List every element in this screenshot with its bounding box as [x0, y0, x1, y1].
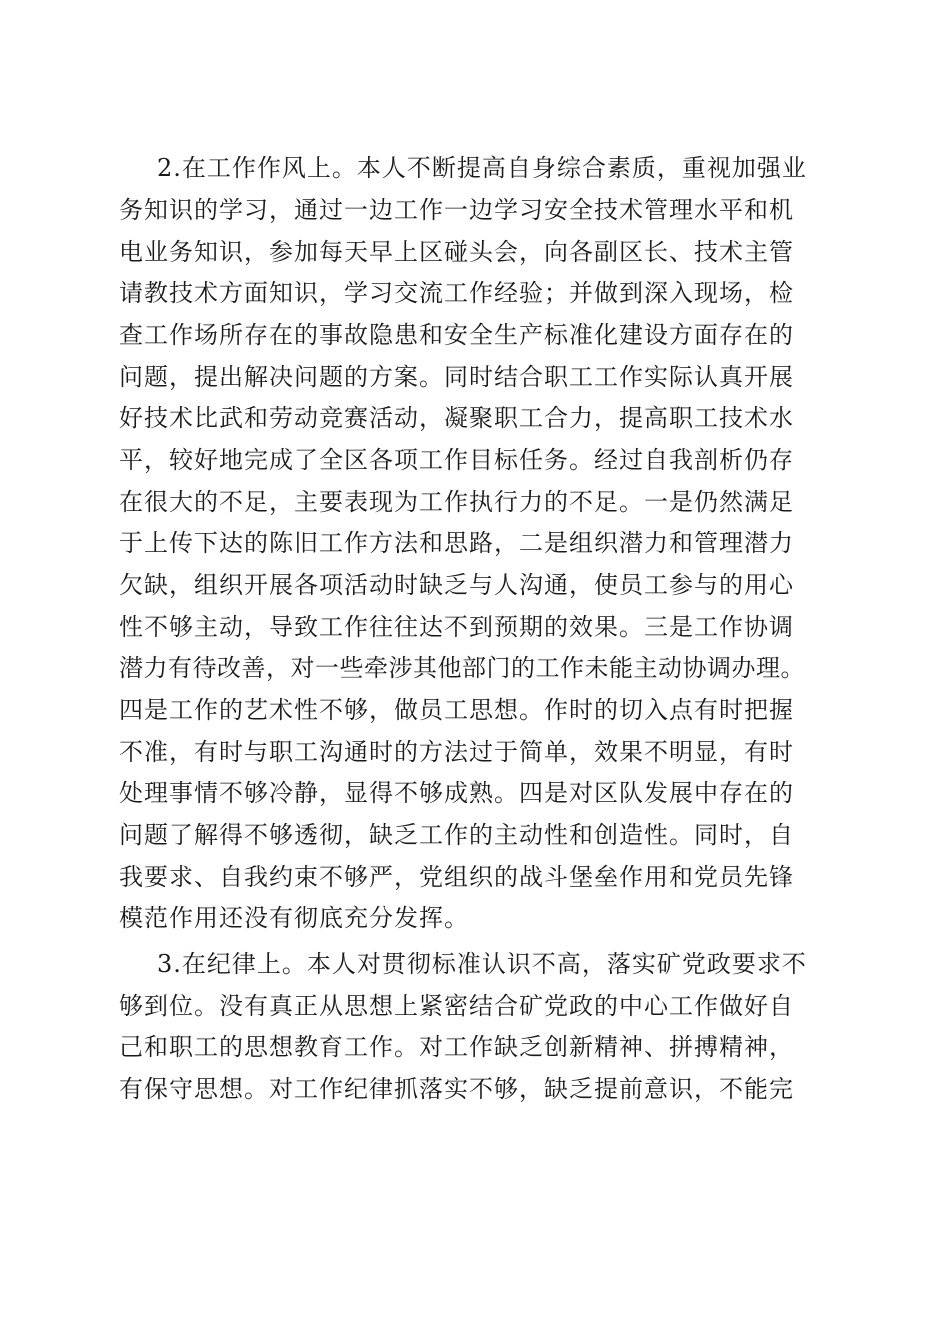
paragraph-2-line: 我要求、自我约束不够严，党组织的战斗堡垒作用和党员先锋: [119, 863, 794, 891]
paragraph-2-line: 平，较好地完成了全区各项工作目标任务。经过自我剖析仍存: [119, 446, 794, 474]
paragraph-2-line: 欠缺，组织开展各项活动时缺乏与人沟通，使员工参与的用心: [119, 571, 794, 599]
paragraph-2-line: 于上传下达的陈旧工作方法和思路，二是组织潜力和管理潜力: [119, 529, 794, 557]
paragraph-2-line: 模范作用还没有彻底充分发挥。: [119, 904, 469, 932]
paragraph-2-line: 不准，有时与职工沟通时的方法过于简单，效果不明显，有时: [119, 738, 794, 766]
paragraph-2-line: 务知识的学习，通过一边工作一边学习安全技术管理水平和机: [119, 196, 794, 224]
paragraph-2-line: 四是工作的艺术性不够，做员工思想。作时的切入点有时把握: [119, 696, 794, 724]
paragraph-3-line: 够到位。没有真正从思想上紧密结合矿党政的中心工作做好自: [119, 992, 794, 1020]
paragraph-2-line: 2.在工作作风上。本人不断提高自身综合素质，重视加强业: [157, 154, 807, 182]
paragraph-2-line: 在很大的不足，主要表现为工作执行力的不足。一是仍然满足: [119, 488, 794, 516]
paragraph-3-line: 己和职工的思想教育工作。对工作缺乏创新精神、拼搏精神，: [119, 1033, 794, 1061]
paragraph-2-line: 处理事情不够冷静，显得不够成熟。四是对区队发展中存在的: [119, 779, 794, 807]
paragraph-2-line: 请教技术方面知识，学习交流工作经验；并做到深入现场，检: [119, 279, 794, 307]
paragraph-3-line: 有保守思想。对工作纪律抓落实不够，缺乏提前意识，不能完: [119, 1075, 794, 1103]
paragraph-2-line: 电业务知识，参加每天早上区碰头会，向各副区长、技术主管: [119, 238, 794, 266]
paragraph-3-line: 3.在纪律上。本人对贯彻标准认识不高，落实矿党政要求不: [157, 950, 807, 978]
paragraph-2-line: 问题了解得不够透彻，缺乏工作的主动性和创造性。同时，自: [119, 821, 794, 849]
paragraph-2-line: 查工作场所存在的事故隐患和安全生产标准化建设方面存在的: [119, 321, 794, 349]
paragraph-2-line: 性不够主动，导致工作往往达不到预期的效果。三是工作协调: [119, 613, 794, 641]
paragraph-2-line: 问题，提出解决问题的方案。同时结合职工工作实际认真开展: [119, 363, 794, 391]
paragraph-2-line: 潜力有待改善，对一些牵涉其他部门的工作未能主动协调办理。: [119, 654, 805, 682]
paragraph-2-line: 好技术比武和劳动竞赛活动，凝聚职工合力，提高职工技术水: [119, 404, 794, 432]
